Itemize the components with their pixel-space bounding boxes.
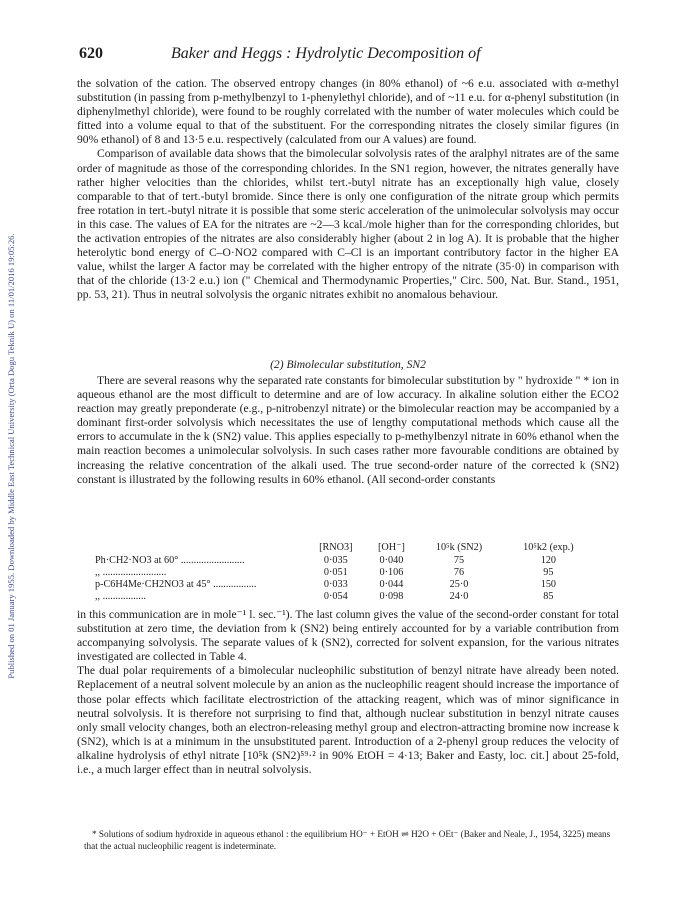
table-row <box>95 555 595 567</box>
row-label: ,, ......................... <box>95 567 167 578</box>
download-notice-margin <box>0 0 22 913</box>
table-cell: 0·051 <box>323 567 348 578</box>
column-header: 10⁵k (SN2) <box>435 542 483 553</box>
table-cell: 25·0 <box>449 579 469 590</box>
paragraph: There are several reasons why the separated rate constants for bimolecular substitution by " hydroxide " * ion in aqueous ethanol are the most difficult to determine and are of low accuracy. In alkaline solution either the ECO2 reaction may greatly preponderate (e.g., p-nitrobenzyl nitrate) or the bimolecular reaction may be accompanied by a dominant first-order solvolysis which necessitates the use of lengthy computational methods which cause all the errors to accumulate in the k (SN2) value. This applies especially to p-methylbenzyl nitrate in 60% ethanol when the main reaction becomes a unimolecular solvolysis. In such cases rather more favourable conditions are obtained by increasing the relative concentration of the alkali used. The true second-order nature of the corrected k (SN2) constant is illustrated by the following results in 60% ethanol. (All second-order constants <box>77 374 619 486</box>
table-cell: 75 <box>453 555 465 566</box>
section-solvolysis-text <box>77 77 619 303</box>
section-discussion-text <box>77 608 619 777</box>
table-cell: 0·044 <box>379 579 404 590</box>
column-header: [RNO3] <box>319 542 353 553</box>
page-header <box>79 45 619 67</box>
table-cell: 95 <box>543 567 554 578</box>
table-row <box>95 591 595 603</box>
table-cell: 0·054 <box>323 591 348 602</box>
table-cell: 0·040 <box>379 555 404 566</box>
download-notice: Published on 01 January 1955. Downloaded by Middle East Technical University (Orta Dogu Teknik U) on 11/01/2016 19:05:26. <box>6 233 16 679</box>
section-bimolecular-text <box>77 374 619 487</box>
table-header-row <box>95 541 595 555</box>
row-label: p-C6H4Me·CH2NO3 at 45° ................. <box>95 579 257 590</box>
table-cell: 0·106 <box>379 567 404 578</box>
table-cell: 120 <box>540 555 556 566</box>
table-cell: 76 <box>453 567 465 578</box>
table-cell: 150 <box>540 579 556 590</box>
table-row <box>95 567 595 579</box>
footnote: * Solutions of sodium hydroxide in aqueous ethanol : the equilibrium HO⁻ + EtOH ⇌ H2O + OEt⁻ (Baker and Neale, J., 1954, 3225) means that the actual nucleophilic reagent is indeterminate. <box>84 829 611 851</box>
page-number: 620 <box>79 45 103 62</box>
paragraph: the solvation of the cation. The observed entropy changes (in 80% ethanol) of ~6 e.u. associated with α-methyl substitution (in passing from p-methylbenzyl to 1-phenylethyl chloride), and of ~11 e.u. for α-phenyl substitution (in diphenylmethyl chloride), were found to be roughly correlated with the number of water molecules which could be fitted into a volume equal to that of the substituent. For the corresponding nitrates the closely similar figures (in 90% ethanol) of 8 and 13·5 e.u. respectively (calculated from our A values) are found. <box>77 77 619 147</box>
table-cell: 24·0 <box>449 591 469 602</box>
paragraph: The dual polar requirements of a bimolecular nucleophilic substitution of benzyl nitrate have already been noted. Replacement of a neutral solvent molecule by an anion as the nucleophilic reagent should increase the importance of those polar effects which facilitate electrostriction of the attacking reagent, which was of minor significance in neutral solvolysis. It is therefore not surprising to find that, although nuclear substitution in benzyl nitrate causes only small velocity changes, both an electron-releasing methyl group and electron-attracting bromine now increase k (SN2), which is at a minimum in the unsubstituted parent. Introduction of a 2-phenyl group reduces the velocity of alkaline hydrolysis of ethyl nitrate [10⁵k (SN2)⁵⁹·² in 90% EtOH = 4·13; Baker and Easty, loc. cit.] about 25-fold, i.e., a much larger effect than in neutral solvolysis. <box>77 664 619 777</box>
table-row <box>95 579 595 591</box>
column-header <box>95 541 305 555</box>
table-cell: 0·033 <box>323 579 348 590</box>
paragraph: Comparison of available data shows that the bimolecular solvolysis rates of the aralphyl nitrates are of the same order of magnitude as those of the corresponding chlorides. In the SN1 region, however, the nitrates generally have rather higher velocities than the chlorides, whilst tert.-butyl nitrate has an exceptionally high value, closely comparable to that of tert.-butyl bromide. Since there is only one configuration of the nitrate group which permits free rotation in tert.-butyl nitrate it is possible that some steric acceleration of the unimolecular solvolysis may occur in this case. The values of EA for the nitrates are ~2—3 kcal./mole higher than for the corresponding chlorides, but the activation entropies of the nitrates are also considerably higher (about 2 in log A). It is probable that the higher heterolytic bond energy of C–O·NO2 compared with C–Cl is an important contributory factor in the higher EA value, whilst the larger A factor may be correlated with the higher entropy of the nitrate (35·0) in comparison with that of the chloride (13·2 e.u.) ion (" Chemical and Thermodynamic Properties," Circ. 500, Nat. Bur. Stand., 1951, pp. 53, 21). Thus in neutral solvolysis the organic nitrates exhibit no anomalous behaviour. <box>77 147 619 302</box>
paragraph: in this communication are in mole⁻¹ l. sec.⁻¹). The last column gives the value of the second-order constant for total substitution at zero time, the deviation from k (SN2) being entirely accounted for by a variable contribution from accompanying solvolysis. The separate values of k (SN2), corrected for solvent expansion, for the various nitrates investigated are collected in Table 4. <box>77 608 619 664</box>
table-cell: 0·098 <box>379 591 404 602</box>
row-label: Ph·CH2·NO3 at 60° ......................... <box>95 555 245 566</box>
column-header: 10⁵k2 (exp.) <box>523 542 574 553</box>
row-label: ,, ................. <box>95 591 146 602</box>
table-cell: 85 <box>543 591 554 602</box>
running-head: Baker and Heggs : Hydrolytic Decomposition of <box>171 45 481 62</box>
section-heading: (2) Bimolecular substitution, SN2 <box>270 358 426 371</box>
table-cell: 0·035 <box>323 555 348 566</box>
rate-constant-table <box>95 541 595 603</box>
column-header: [OH⁻] <box>378 542 405 553</box>
